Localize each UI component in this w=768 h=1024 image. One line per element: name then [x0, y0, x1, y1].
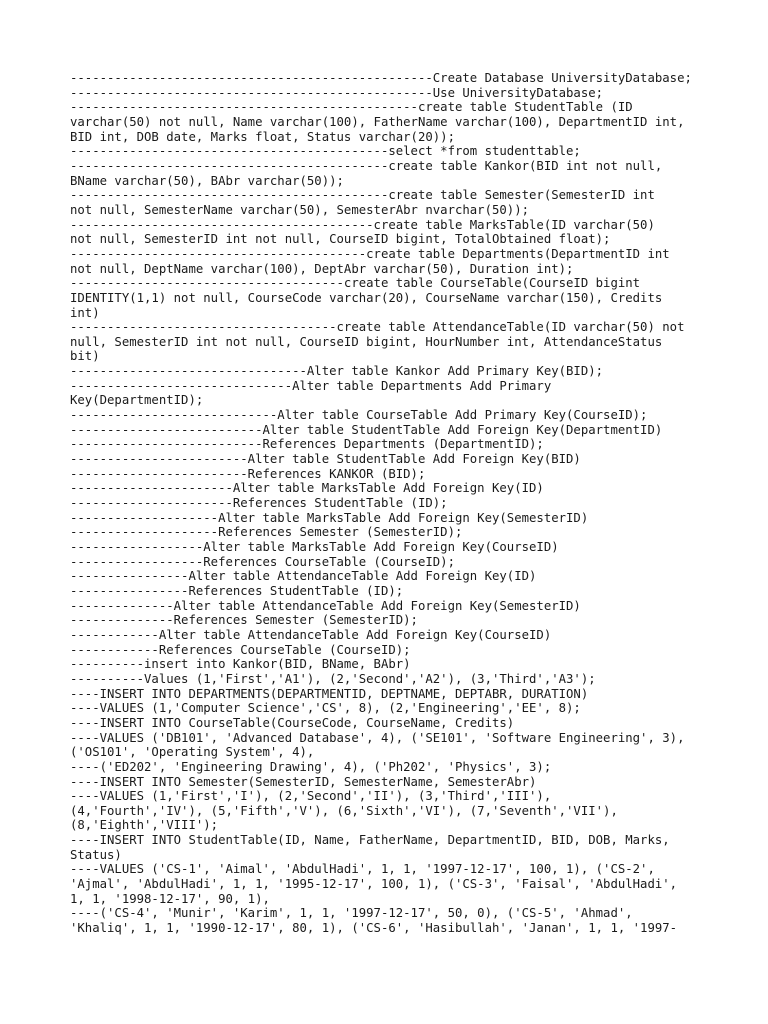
code-line: -----------------------------------------create table MarksTable(ID varchar(50) — [70, 217, 655, 232]
code-line: ----VALUES ('DB101', 'Advanced Database', 4), ('SE101', 'Software Engineering', 3), — [70, 730, 685, 745]
code-line: Key(DepartmentID); — [70, 393, 204, 408]
code-line: ----------------References StudentTable (ID); — [70, 583, 404, 598]
code-line: ------------------------------------create table AttendanceTable(ID varchar(50) not — [70, 320, 685, 335]
code-line: varchar(50) not null, Name varchar(100), FatherName varchar(100), DepartmentID int, — [70, 114, 685, 129]
code-line: -------------------------------------create table CourseTable(CourseID bigint — [70, 276, 641, 291]
code-line: --------------References Semester (SemesterID); — [70, 613, 418, 628]
code-line: -----------------------------------------------create table StudentTable (ID — [70, 100, 633, 115]
code-line: ----------insert into Kankor(BID, BName, BAbr) — [70, 657, 411, 672]
code-line: -------------------------------------------select *from studenttable; — [70, 144, 581, 159]
code-line: ----------------------References StudentTable (ID); — [70, 496, 448, 511]
code-line: ------------References CourseTable (CourseID); — [70, 642, 411, 657]
code-line: IDENTITY(1,1) not null, CourseCode varchar(20), CourseName varchar(150), Credits — [70, 290, 663, 305]
code-line: ----('ED202', 'Engineering Drawing', 4), ('Ph202', 'Physics', 3); — [70, 759, 552, 774]
code-line: Status) — [70, 847, 122, 862]
code-line: ----VALUES (1,'First','I'), (2,'Second','II'), (3,'Third','III'), — [70, 789, 552, 804]
code-line: int) — [70, 305, 100, 320]
code-line: ('OS101', 'Operating System', 4), — [70, 745, 315, 760]
code-line: ----INSERT INTO CourseTable(CourseCode, CourseName, Credits) — [70, 715, 515, 730]
code-line: 'Khaliq', 1, 1, '1990-12-17', 80, 1), ('CS-6', 'Hasibullah', 'Janan', 1, 1, '1997- — [70, 921, 678, 936]
code-line: --------------------------------Alter table Kankor Add Primary Key(BID); — [70, 364, 604, 379]
code-line: -------------------------------------------------Use UniversityDatabase; — [70, 85, 604, 100]
code-line: ----('CS-4', 'Munir', 'Karim', 1, 1, '1997-12-17', 50, 0), ('CS-5', 'Ahmad', — [70, 906, 633, 921]
code-line: 1, 1, '1998-12-17', 90, 1), — [70, 891, 270, 906]
code-line: BName varchar(50), BAbr varchar(50)); — [70, 173, 344, 188]
code-line: (8,'Eighth','VIII'); — [70, 818, 219, 833]
code-line: --------------------------References Departments (DepartmentID); — [70, 437, 544, 452]
code-line: (4,'Fourth','IV'), (5,'Fifth','V'), (6,'Sixth','VI'), (7,'Seventh','VII'), — [70, 803, 618, 818]
code-line: 'Ajmal', 'AbdulHadi', 1, 1, '1995-12-17', 100, 1), ('CS-3', 'Faisal', 'AbdulHadi', — [70, 877, 678, 892]
code-line: not null, SemesterName varchar(50), SemesterAbr nvarchar(50)); — [70, 202, 530, 217]
code-line: --------------------Alter table MarksTable Add Foreign Key(SemesterID) — [70, 510, 589, 525]
code-line: -------------------------------------------create table Kankor(BID int not null, — [70, 158, 663, 173]
code-line: ----------------------------Alter table CourseTable Add Primary Key(CourseID); — [70, 408, 648, 423]
code-line: ----INSERT INTO StudentTable(ID, Name, FatherName, DepartmentID, BID, DOB, Marks, — [70, 833, 670, 848]
code-line: -------------------------------------------create table Semester(SemesterID int — [70, 188, 655, 203]
code-line: ------------------------Alter table StudentTable Add Foreign Key(BID) — [70, 452, 581, 467]
code-line: not null, SemesterID int not null, CourseID bigint, TotalObtained float); — [70, 232, 611, 247]
code-line: ----------------------Alter table MarksTable Add Foreign Key(ID) — [70, 481, 544, 496]
code-line: ------------------References CourseTable (CourseID); — [70, 554, 455, 569]
code-line: -------------------------------------------------Create Database UniversityDatabase; — [70, 71, 692, 85]
code-line: ----------------Alter table AttendanceTable Add Foreign Key(ID) — [70, 569, 537, 584]
code-line: null, SemesterID int not null, CourseID bigint, HourNumber int, AttendanceStatus — [70, 334, 663, 349]
code-line: ----VALUES ('CS-1', 'Aimal', 'AbdulHadi', 1, 1, '1997-12-17', 100, 1), ('CS-2', — [70, 862, 655, 877]
code-line: --------------Alter table AttendanceTable Add Foreign Key(SemesterID) — [70, 598, 581, 613]
code-line: ----------Values (1,'First','A1'), (2,'Second','A2'), (3,'Third','A3'); — [70, 671, 596, 686]
code-line: --------------------References Semester (SemesterID); — [70, 525, 463, 540]
document-page — [70, 71, 710, 936]
code-line: ----------------------------------------create table Departments(DepartmentID int — [70, 246, 670, 261]
code-line: bit) — [70, 349, 100, 364]
code-line: ------------------------References KANKOR (BID); — [70, 466, 426, 481]
code-line: ------------------Alter table MarksTable Add Foreign Key(CourseID) — [70, 540, 559, 554]
code-line: --------------------------Alter table StudentTable Add Foreign Key(DepartmentID) — [70, 422, 663, 437]
code-line: not null, DeptName varchar(100), DeptAbr varchar(50), Duration int); — [70, 261, 574, 276]
sql-code-text — [70, 71, 710, 936]
code-line: ------------Alter table AttendanceTable Add Foreign Key(CourseID) — [70, 627, 552, 642]
code-line: BID int, DOB date, Marks float, Status varchar(20)); — [70, 129, 455, 144]
code-line: ----VALUES (1,'Computer Science','CS', 8), (2,'Engineering','EE', 8); — [70, 701, 581, 716]
code-line: ------------------------------Alter table Departments Add Primary — [70, 378, 552, 393]
code-line: ----INSERT INTO DEPARTMENTS(DEPARTMENTID, DEPTNAME, DEPTABR, DURATION) — [70, 686, 589, 701]
code-line: ----INSERT INTO Semester(SemesterID, SemesterName, SemesterAbr) — [70, 774, 537, 789]
